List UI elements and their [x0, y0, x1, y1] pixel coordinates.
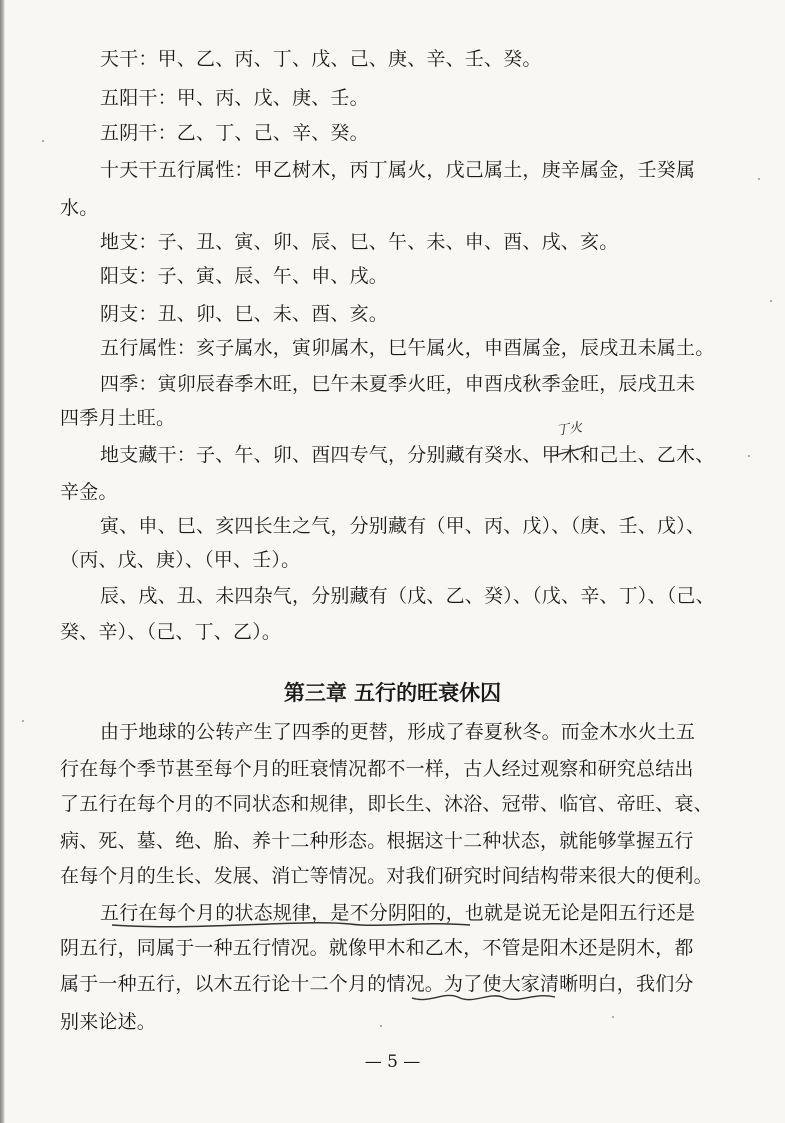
text-line-gan-attributes-cont: 水。 — [60, 197, 99, 219]
text-line-yang-zhi: 阳支：子、寅、辰、午、申、戌。 — [100, 265, 389, 287]
paragraph-line-2: 行在每个季节甚至每个月的旺衰情况都不一样，古人经过观察和研究总结出 — [60, 758, 694, 780]
paragraph-line-8: 属于一种五行，以木五行论十二个月的情况。为了使大家清晰明白，我们分 — [60, 973, 694, 995]
paragraph-line-3: 了五行在每个月的不同状态和规律，即长生、沐浴、冠带、临官、帝旺、衰、 — [60, 793, 713, 815]
text-line-zhi-attributes: 五行属性：亥子属水，寅卯属木，巳午属火，申酉属金，辰戌丑未属土。 — [100, 337, 715, 359]
paragraph-line-4: 病、死、墓、绝、胎、养十二种形态。根据这十二种状态，就能够掌握五行 — [60, 830, 694, 852]
text-line-gan-attributes: 十天干五行属性：甲乙树木，丙丁属火，戊己属土，庚辛属金，壬癸属 — [100, 159, 696, 181]
text-line-zaqi: 辰、戌、丑、未四杂气，分别藏有（戊、乙、癸）、（戊、辛、丁）、（己、 — [100, 585, 715, 607]
paragraph-line-1: 由于地球的公转产生了四季的更替，形成了春夏秋冬。而金木水火土五 — [100, 721, 696, 743]
text-line-changsheng-cont: （丙、戊、庚）、（甲、壬）。 — [60, 549, 301, 571]
text-line-tiangan: 天干：甲、乙、丙、丁、戊、己、庚、辛、壬、癸。 — [100, 48, 542, 70]
text-line-yin-gan: 五阴干：乙、丁、己、辛、癸。 — [100, 122, 369, 144]
text-line-zanggan: 地支藏干：子、午、卯、酉四专气，分别藏有癸水、甲木和己土、乙木、 — [100, 444, 715, 466]
paragraph-line-9: 别来论述。 — [60, 1011, 157, 1033]
paragraph-line-6: 五行在每个月的状态规律，是不分阴阳的，也就是说无论是阳五行还是 — [100, 902, 696, 924]
scan-speck — [770, 300, 772, 302]
text-line-seasons-cont: 四季月土旺。 — [60, 407, 176, 429]
scan-edge-shadow — [0, 0, 5, 1123]
paragraph-line-7: 阴五行，同属于一种五行情况。就像甲木和乙木，不管是阳木还是阴木，都 — [60, 937, 694, 959]
scan-speck — [380, 1025, 382, 1027]
text-line-dizhi: 地支：子、丑、寅、卯、辰、巳、午、未、申、酉、戌、亥。 — [100, 231, 619, 253]
text-line-changsheng: 寅、申、巳、亥四长生之气，分别藏有（甲、丙、戊）、（庚、壬、戊）、 — [100, 515, 706, 537]
text-line-zaqi-cont: 癸、辛）、（己、丁、乙）。 — [60, 621, 282, 643]
paragraph-line-5: 在每个月的生长、发展、消亡等情况。对我们研究时间结构带来很大的便利。 — [60, 865, 713, 887]
scan-speck — [758, 178, 760, 180]
text-line-seasons: 四季：寅卯辰春季木旺，巳午未夏季火旺，申酉戌秋季金旺，辰戌丑未 — [100, 373, 696, 395]
text-line-yin-zhi: 阴支：丑、卯、巳、未、酉、亥。 — [100, 303, 389, 325]
chapter-heading: 第三章 五行的旺衰休囚 — [283, 681, 502, 705]
scan-speck — [612, 1016, 614, 1018]
page-number: — 5 — — [364, 1052, 421, 1072]
text-line-yang-gan: 五阳干：甲、丙、戊、庚、壬。 — [100, 87, 369, 109]
scan-speck — [748, 455, 750, 457]
text-line-zanggan-cont: 辛金。 — [60, 481, 118, 503]
underline-stroke-2 — [412, 995, 555, 999]
scan-speck — [42, 140, 44, 142]
scan-speck — [22, 720, 24, 722]
handwritten-annotation: 丁火 — [555, 420, 584, 439]
